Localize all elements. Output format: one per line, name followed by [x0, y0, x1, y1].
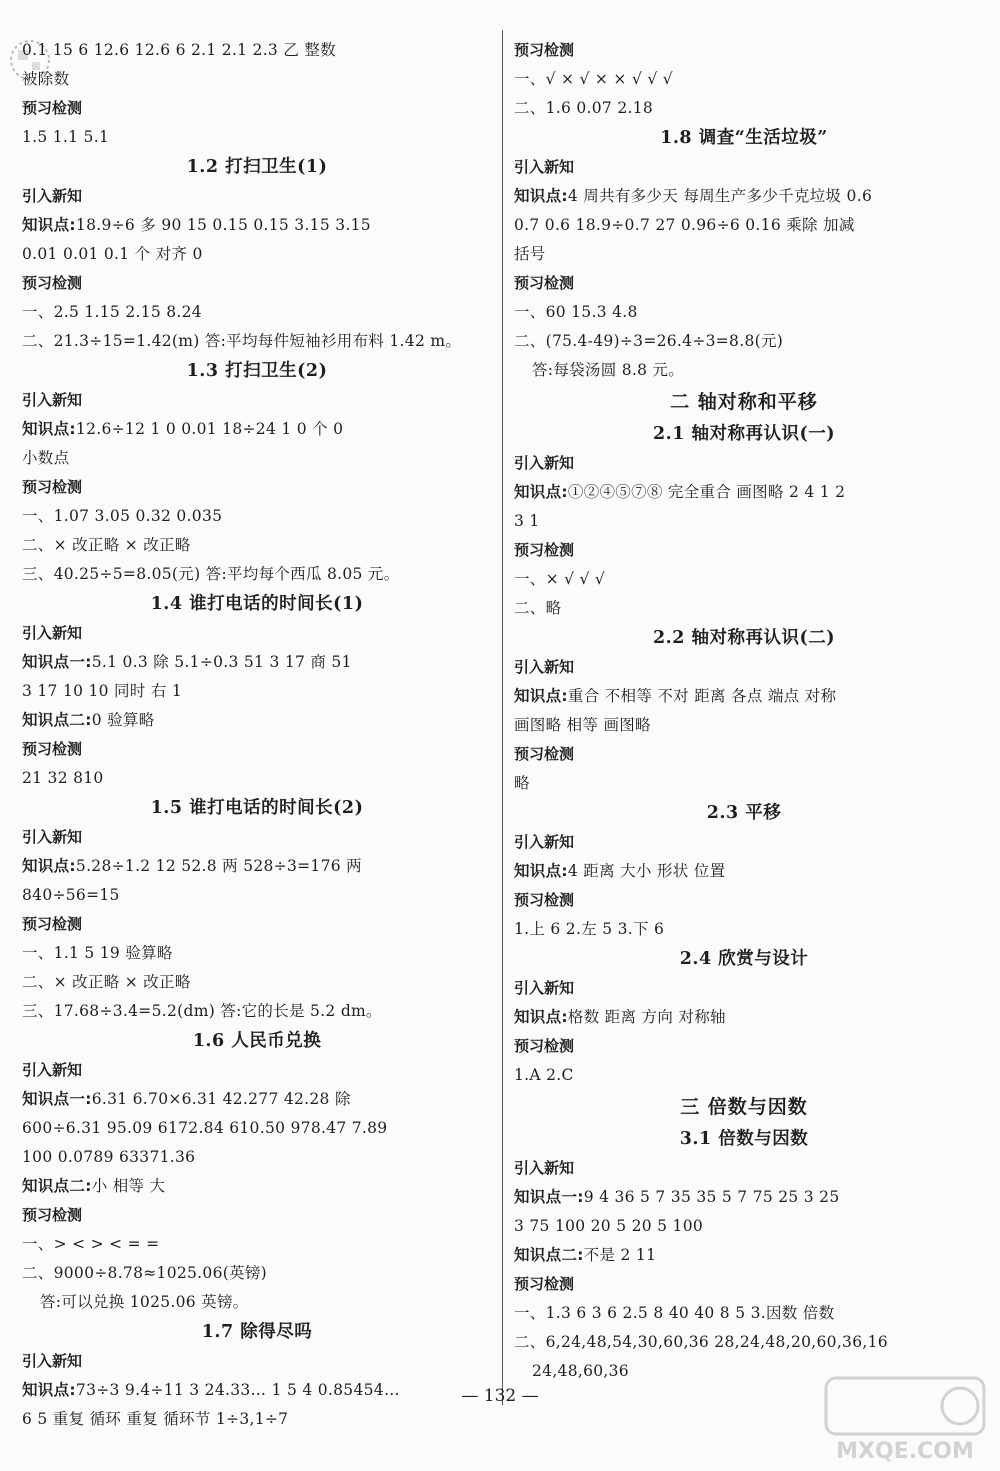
answer-line: 三、40.25÷5=8.05(元) 答:平均每个西瓜 8.05 元。 — [22, 565, 400, 583]
answer-line: 一、> < > < = = — [22, 1235, 160, 1253]
answer-line: 0.01 0.01 0.1 个 对齐 0 — [22, 245, 203, 263]
answer-line — [22, 415, 492, 444]
answer-line: 答:每袋汤圆 8.8 元。 — [532, 361, 685, 379]
subsection-label: 引入新知 — [514, 1159, 575, 1177]
answer-text: 格数 距离 方向 对称轴 — [567, 1008, 726, 1026]
answer-line — [514, 682, 974, 711]
subsection-label: 预习检测 — [514, 1037, 575, 1055]
answer-line: 一、1.1 5 19 验算略 — [22, 944, 173, 962]
knowledge-point-label: 知识点二: — [22, 711, 92, 729]
answer-line: 一、1.3 6 3 6 2.5 8 40 40 8 5 3.因数 倍数 — [514, 1304, 835, 1322]
subsection-label: 预习检测 — [514, 41, 575, 59]
subsection-label: 预习检测 — [22, 915, 83, 933]
answer-line: 二、21.3÷15=1.42(m) 答:平均每件短袖衫用布料 1.42 m。 — [22, 332, 462, 350]
knowledge-point-label: 知识点: — [514, 483, 568, 501]
answer-line: 二、6,24,48,54,30,60,36 28,24,48,20,60,36,16 — [514, 1333, 888, 1351]
subsection-label: 引入新知 — [22, 391, 83, 409]
subsection-label: 引入新知 — [22, 1352, 83, 1370]
subsection-label: 预习检测 — [22, 1206, 83, 1224]
subsection-label: 引入新知 — [514, 979, 575, 997]
section-heading: 1.5 谁打电话的时间长(2) — [150, 798, 364, 818]
subsection-label: 预习检测 — [514, 274, 575, 292]
chapter-heading: 三 倍数与因数 — [680, 1096, 808, 1118]
answer-line: 24,48,60,36 — [532, 1362, 629, 1380]
knowledge-point-label: 知识点: — [514, 862, 568, 880]
watermark-logo — [820, 1372, 990, 1467]
knowledge-point-label: 知识点: — [22, 216, 76, 234]
subsection-label: 引入新知 — [22, 624, 83, 642]
subsection-label: 预习检测 — [514, 745, 575, 763]
answer-line: 答:可以兑换 1025.06 英镑。 — [40, 1293, 249, 1311]
knowledge-point-label: 知识点: — [514, 187, 568, 205]
answer-line — [22, 1172, 492, 1201]
answer-line: 一、√ × √ × × √ √ √ — [514, 70, 673, 88]
knowledge-point-label: 知识点: — [514, 1008, 568, 1026]
answer-line — [22, 648, 492, 677]
subsection-label: 预习检测 — [514, 1275, 575, 1293]
answer-line — [514, 1183, 974, 1212]
column-divider — [502, 30, 503, 1405]
answer-line: 1.A 2.C — [514, 1066, 574, 1084]
answer-line: 6 5 重复 循环 重复 循环节 1÷3,1÷7 — [22, 1410, 289, 1428]
answer-line: 三、17.68÷3.4=5.2(dm) 答:它的长是 5.2 dm。 — [22, 1002, 382, 1020]
answer-line: 二、9000÷8.78≈1025.06(英镑) — [22, 1264, 268, 1282]
answer-line — [22, 852, 492, 881]
subsection-label: 预习检测 — [22, 478, 83, 496]
answer-line: 1.5 1.1 5.1 — [22, 128, 110, 146]
subsection-label: 引入新知 — [22, 187, 83, 205]
answer-line — [514, 478, 974, 507]
answer-text: 12.6÷12 1 0 0.01 18÷24 1 0 个 0 — [75, 420, 344, 438]
answer-line: 被除数 — [22, 70, 70, 88]
answer-line: 二、(75.4-49)÷3=26.4÷3=8.8(元) — [514, 332, 784, 350]
answer-line: 二、1.6 0.07 2.18 — [514, 99, 654, 117]
knowledge-point-label: 知识点二: — [22, 1177, 92, 1195]
answer-text: 73÷3 9.4÷11 3 24.33… 1 5 4 0.85454… — [75, 1381, 400, 1399]
answer-line: 3 1 — [514, 512, 540, 530]
answer-text: 0 验算略 — [91, 711, 155, 729]
answer-line: 600÷6.31 95.09 6172.84 610.50 978.47 7.89 — [22, 1119, 388, 1137]
section-heading: 1.3 打扫卫生(2) — [186, 361, 328, 381]
answer-line — [22, 211, 492, 240]
answer-line — [514, 182, 974, 211]
subsection-label: 引入新知 — [22, 1061, 83, 1079]
answer-text: 小 相等 大 — [91, 1177, 166, 1195]
answer-line: 100 0.0789 63371.36 — [22, 1148, 196, 1166]
knowledge-point-label: 知识点一: — [22, 1090, 92, 1108]
section-heading: 2.2 轴对称再认识(二) — [652, 628, 836, 648]
section-heading: 3.1 倍数与因数 — [679, 1129, 809, 1149]
section-heading: 1.8 调查“生活垃圾” — [660, 128, 828, 148]
subsection-label: 预习检测 — [22, 740, 83, 758]
subsection-label: 引入新知 — [514, 158, 575, 176]
knowledge-point-label: 知识点: — [514, 687, 568, 705]
answer-text: 18.9÷6 多 90 15 0.15 0.15 3.15 3.15 — [75, 216, 371, 234]
answer-line — [22, 1085, 492, 1114]
answer-text: 9 4 36 5 7 35 35 5 7 75 25 3 25 — [583, 1188, 840, 1206]
answer-line — [514, 857, 974, 886]
knowledge-point-label: 知识点一: — [22, 653, 92, 671]
answer-line — [22, 706, 492, 735]
section-heading: 1.7 除得尽吗 — [201, 1322, 313, 1342]
subsection-label: 预习检测 — [514, 541, 575, 559]
answer-line — [514, 1241, 974, 1270]
answer-text: 6.31 6.70×6.31 42.277 42.28 除 — [91, 1090, 351, 1108]
answer-line: 3 17 10 10 同时 右 1 — [22, 682, 183, 700]
answer-line: 二、略 — [514, 599, 562, 617]
knowledge-point-label: 知识点: — [22, 420, 76, 438]
subsection-label: 引入新知 — [514, 454, 575, 472]
knowledge-point-label: 知识点: — [22, 1381, 76, 1399]
answer-line — [22, 1376, 492, 1405]
subsection-label: 引入新知 — [22, 828, 83, 846]
answer-text: 5.1 0.3 除 5.1÷0.3 51 3 17 商 51 — [91, 653, 352, 671]
section-heading: 2.4 欣赏与设计 — [679, 949, 809, 969]
section-heading: 2.3 平移 — [706, 803, 782, 823]
watermark-text: MXQE.COM — [836, 1439, 974, 1464]
page-number: — 132 — — [461, 1386, 539, 1406]
answer-line: 0.1 15 6 12.6 12.6 6 2.1 2.1 2.3 乙 整数 — [22, 41, 336, 59]
subsection-label: 引入新知 — [514, 658, 575, 676]
answer-text: 4 距离 大小 形状 位置 — [567, 862, 726, 880]
section-heading: 1.4 谁打电话的时间长(1) — [150, 594, 364, 614]
knowledge-point-label: 知识点一: — [514, 1188, 584, 1206]
subsection-label: 预习检测 — [22, 99, 83, 117]
answer-line: 3 75 100 20 5 20 5 100 — [514, 1217, 704, 1235]
answer-line: 一、2.5 1.15 2.15 8.24 — [22, 303, 202, 321]
answer-line: 0.7 0.6 18.9÷0.7 27 0.96÷6 0.16 乘除 加减 — [514, 216, 855, 234]
answer-line: 21 32 810 — [22, 769, 104, 787]
answer-text: 不是 2 11 — [583, 1246, 657, 1264]
answer-line — [514, 1003, 974, 1032]
answer-line: 画图略 相等 画图略 — [514, 716, 651, 734]
answer-text: 重合 不相等 不对 距离 各点 端点 对称 — [567, 687, 837, 705]
section-heading: 1.2 打扫卫生(1) — [186, 157, 328, 177]
chapter-heading: 二 轴对称和平移 — [670, 391, 818, 413]
answer-line: 二、× 改正略 × 改正略 — [22, 536, 191, 554]
answer-line: 括号 — [514, 245, 546, 263]
answer-text: ①②④⑤⑦⑧ 完全重合 画图略 2 4 1 2 — [567, 483, 846, 501]
section-heading: 1.6 人民币兑换 — [192, 1031, 322, 1051]
subsection-label: 预习检测 — [22, 274, 83, 292]
answer-line: 840÷56=15 — [22, 886, 120, 904]
answer-line: 略 — [514, 774, 530, 792]
answer-line: 小数点 — [22, 449, 70, 467]
answer-text: 4 周共有多少天 每周生产多少千克垃圾 0.6 — [567, 187, 873, 205]
answer-line: 1.上 6 2.左 5 3.下 6 — [514, 920, 665, 938]
answer-text: 5.28÷1.2 12 52.8 两 528÷3=176 两 — [75, 857, 362, 875]
answer-line: 二、× 改正略 × 改正略 — [22, 973, 191, 991]
section-heading: 2.1 轴对称再认识(一) — [652, 424, 836, 444]
knowledge-point-label: 知识点二: — [514, 1246, 584, 1264]
subsection-label: 引入新知 — [514, 833, 575, 851]
answer-line: 一、× √ √ √ — [514, 570, 606, 588]
answer-line: 一、1.07 3.05 0.32 0.035 — [22, 507, 223, 525]
left-column — [22, 36, 492, 1434]
knowledge-point-label: 知识点: — [22, 857, 76, 875]
answer-line: 一、60 15.3 4.8 — [514, 303, 638, 321]
right-column — [514, 36, 974, 1386]
subsection-label: 预习检测 — [514, 891, 575, 909]
